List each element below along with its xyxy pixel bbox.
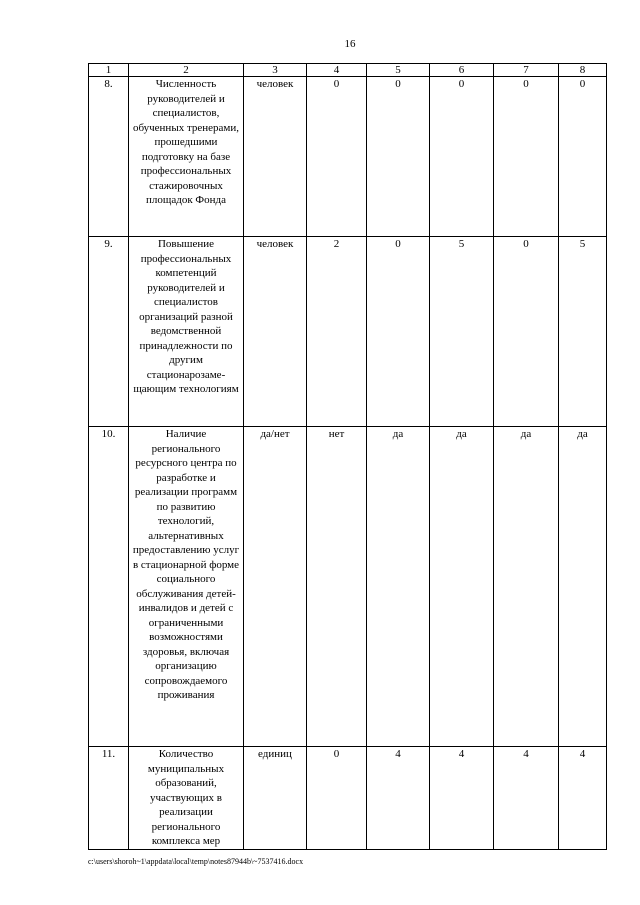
row-number: 8.: [89, 77, 129, 237]
column-number: 2: [129, 64, 244, 77]
column-number: 1: [89, 64, 129, 77]
value-cell: 0: [494, 237, 559, 427]
value-cell: 0: [559, 77, 607, 237]
value-cell: нет: [307, 427, 367, 747]
table-row: [89, 77, 607, 237]
unit-cell: человек: [244, 237, 307, 427]
value-cell: 0: [494, 77, 559, 237]
value-cell: 4: [494, 747, 559, 850]
value-cell: 5: [430, 237, 494, 427]
row-number: 11.: [89, 747, 129, 850]
column-number: 4: [307, 64, 367, 77]
unit-cell: единиц: [244, 747, 307, 850]
indicator-name: Численность руководителей и специалистов, обученных тренерами, прошедшими подготовку на базе профессиональных стажировочных площадок Фонда: [129, 77, 244, 237]
value-cell: да: [494, 427, 559, 747]
value-cell: 4: [430, 747, 494, 850]
file-path-footer: c:\users\shoroh~1\appdata\local\temp\notes87944b\~7537416.docx: [88, 857, 304, 866]
column-number: 8: [559, 64, 607, 77]
table-row: [89, 427, 607, 747]
column-number: 3: [244, 64, 307, 77]
indicator-name: Повышение профессиональных компетенций руководителей и специалистов организаций разной ведомственной принадлежности по другим стационарозаме-щающим технологиям: [129, 237, 244, 427]
unit-cell: человек: [244, 77, 307, 237]
value-cell: 4: [367, 747, 430, 850]
table-row: [89, 747, 607, 850]
indicator-name: Наличие регионального ресурсного центра по разработке и реализации программ по развитию технологий, альтернативных предоставлению услуг в стационарной форме социального обслуживания детей-инвалидов и детей с ограниченными возможностями здоровья, включая организацию сопровождаемого проживания: [129, 427, 244, 747]
unit-cell: да/нет: [244, 427, 307, 747]
value-cell: 0: [367, 77, 430, 237]
value-cell: 0: [307, 747, 367, 850]
value-cell: 0: [307, 77, 367, 237]
value-cell: да: [559, 427, 607, 747]
column-numbers-row: [89, 64, 607, 77]
column-number: 6: [430, 64, 494, 77]
column-number: 5: [367, 64, 430, 77]
value-cell: да: [430, 427, 494, 747]
page-number: 16: [344, 38, 356, 50]
value-cell: 5: [559, 237, 607, 427]
value-cell: 4: [559, 747, 607, 850]
table-row: [89, 237, 607, 427]
indicator-name: Количество муниципальных образований, участвующих в реализации регионального комплекса мер: [129, 747, 244, 850]
row-number: 10.: [89, 427, 129, 747]
row-number: 9.: [89, 237, 129, 427]
value-cell: 0: [367, 237, 430, 427]
value-cell: 2: [307, 237, 367, 427]
value-cell: 0: [430, 77, 494, 237]
value-cell: да: [367, 427, 430, 747]
column-number: 7: [494, 64, 559, 77]
indicators-table: [88, 63, 607, 850]
